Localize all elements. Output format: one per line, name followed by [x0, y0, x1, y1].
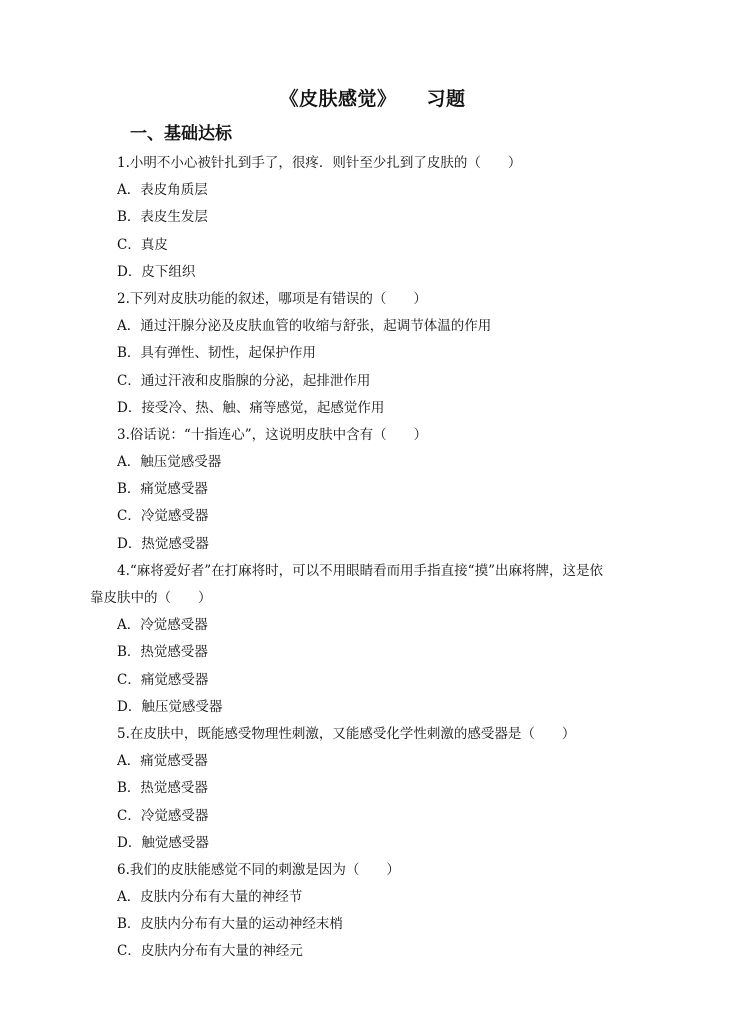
- question-option: C．皮肤内分布有大量的神经元: [117, 943, 303, 960]
- question-option: A．痛觉感受器: [117, 753, 208, 770]
- question-stem: 3.俗话说：“十指连心”，这说明皮肤中含有（ ）: [117, 426, 428, 443]
- question-option: B．热觉感受器: [117, 644, 208, 661]
- question-option: B．皮肤内分布有大量的运动神经末梢: [117, 916, 343, 933]
- question-option: D．接受冷、热、触、痛等感觉，起感觉作用: [117, 399, 385, 416]
- question-option: D．热觉感受器: [117, 535, 209, 552]
- question-option: D．触觉感受器: [117, 834, 209, 851]
- question-stem: 2.下列对皮肤功能的叙述，哪项是有错误的（ ）: [117, 290, 427, 307]
- page-title: [0, 84, 745, 111]
- question-option: C．痛觉感受器: [117, 671, 209, 688]
- question-stem: 6.我们的皮肤能感觉不同的刺激是因为（ ）: [117, 861, 400, 878]
- question-option: C．冷觉感受器: [117, 508, 209, 525]
- question-stem: 4.“麻将爱好者”在打麻将时，可以不用眼睛看而用手指直接“摸”出麻将牌，这是依: [117, 562, 603, 579]
- question-option: D．触压觉感受器: [117, 698, 223, 715]
- question-option: A．冷觉感受器: [117, 617, 208, 634]
- question-option: D．皮下组织: [117, 263, 196, 280]
- question-option: B．痛觉感受器: [117, 481, 208, 498]
- title-sub: 习题: [426, 88, 466, 110]
- question-stem: 5.在皮肤中，既能感受物理性刺激，又能感受化学性刺激的感受器是（ ）: [117, 725, 576, 742]
- question-option: B．热觉感受器: [117, 780, 208, 797]
- question-option: A．通过汗腺分泌及皮肤血管的收缩与舒张，起调节体温的作用: [117, 318, 492, 335]
- title-main: 《皮肤感觉》: [279, 88, 397, 110]
- question-option: B．具有弹性、韧性，起保护作用: [117, 345, 316, 362]
- question-stem: 1.小明不小心被针扎到手了，很疼．则针至少扎到了皮肤的（ ）: [117, 155, 522, 171]
- question-option: A．皮肤内分布有大量的神经节: [117, 889, 303, 906]
- question-option: A．触压觉感受器: [117, 454, 222, 471]
- question-option: C．通过汗液和皮脂腺的分泌，起排泄作用: [117, 372, 371, 389]
- question-stem-continued: 靠皮肤中的（ ）: [90, 590, 212, 606]
- section-heading: 一、基础达标: [130, 124, 232, 144]
- question-option: A．表皮角质层: [117, 182, 208, 199]
- question-option: C．真皮: [117, 236, 168, 253]
- question-option: C．冷觉感受器: [117, 807, 209, 824]
- question-option: B．表皮生发层: [117, 209, 208, 226]
- question-list: [90, 150, 655, 966]
